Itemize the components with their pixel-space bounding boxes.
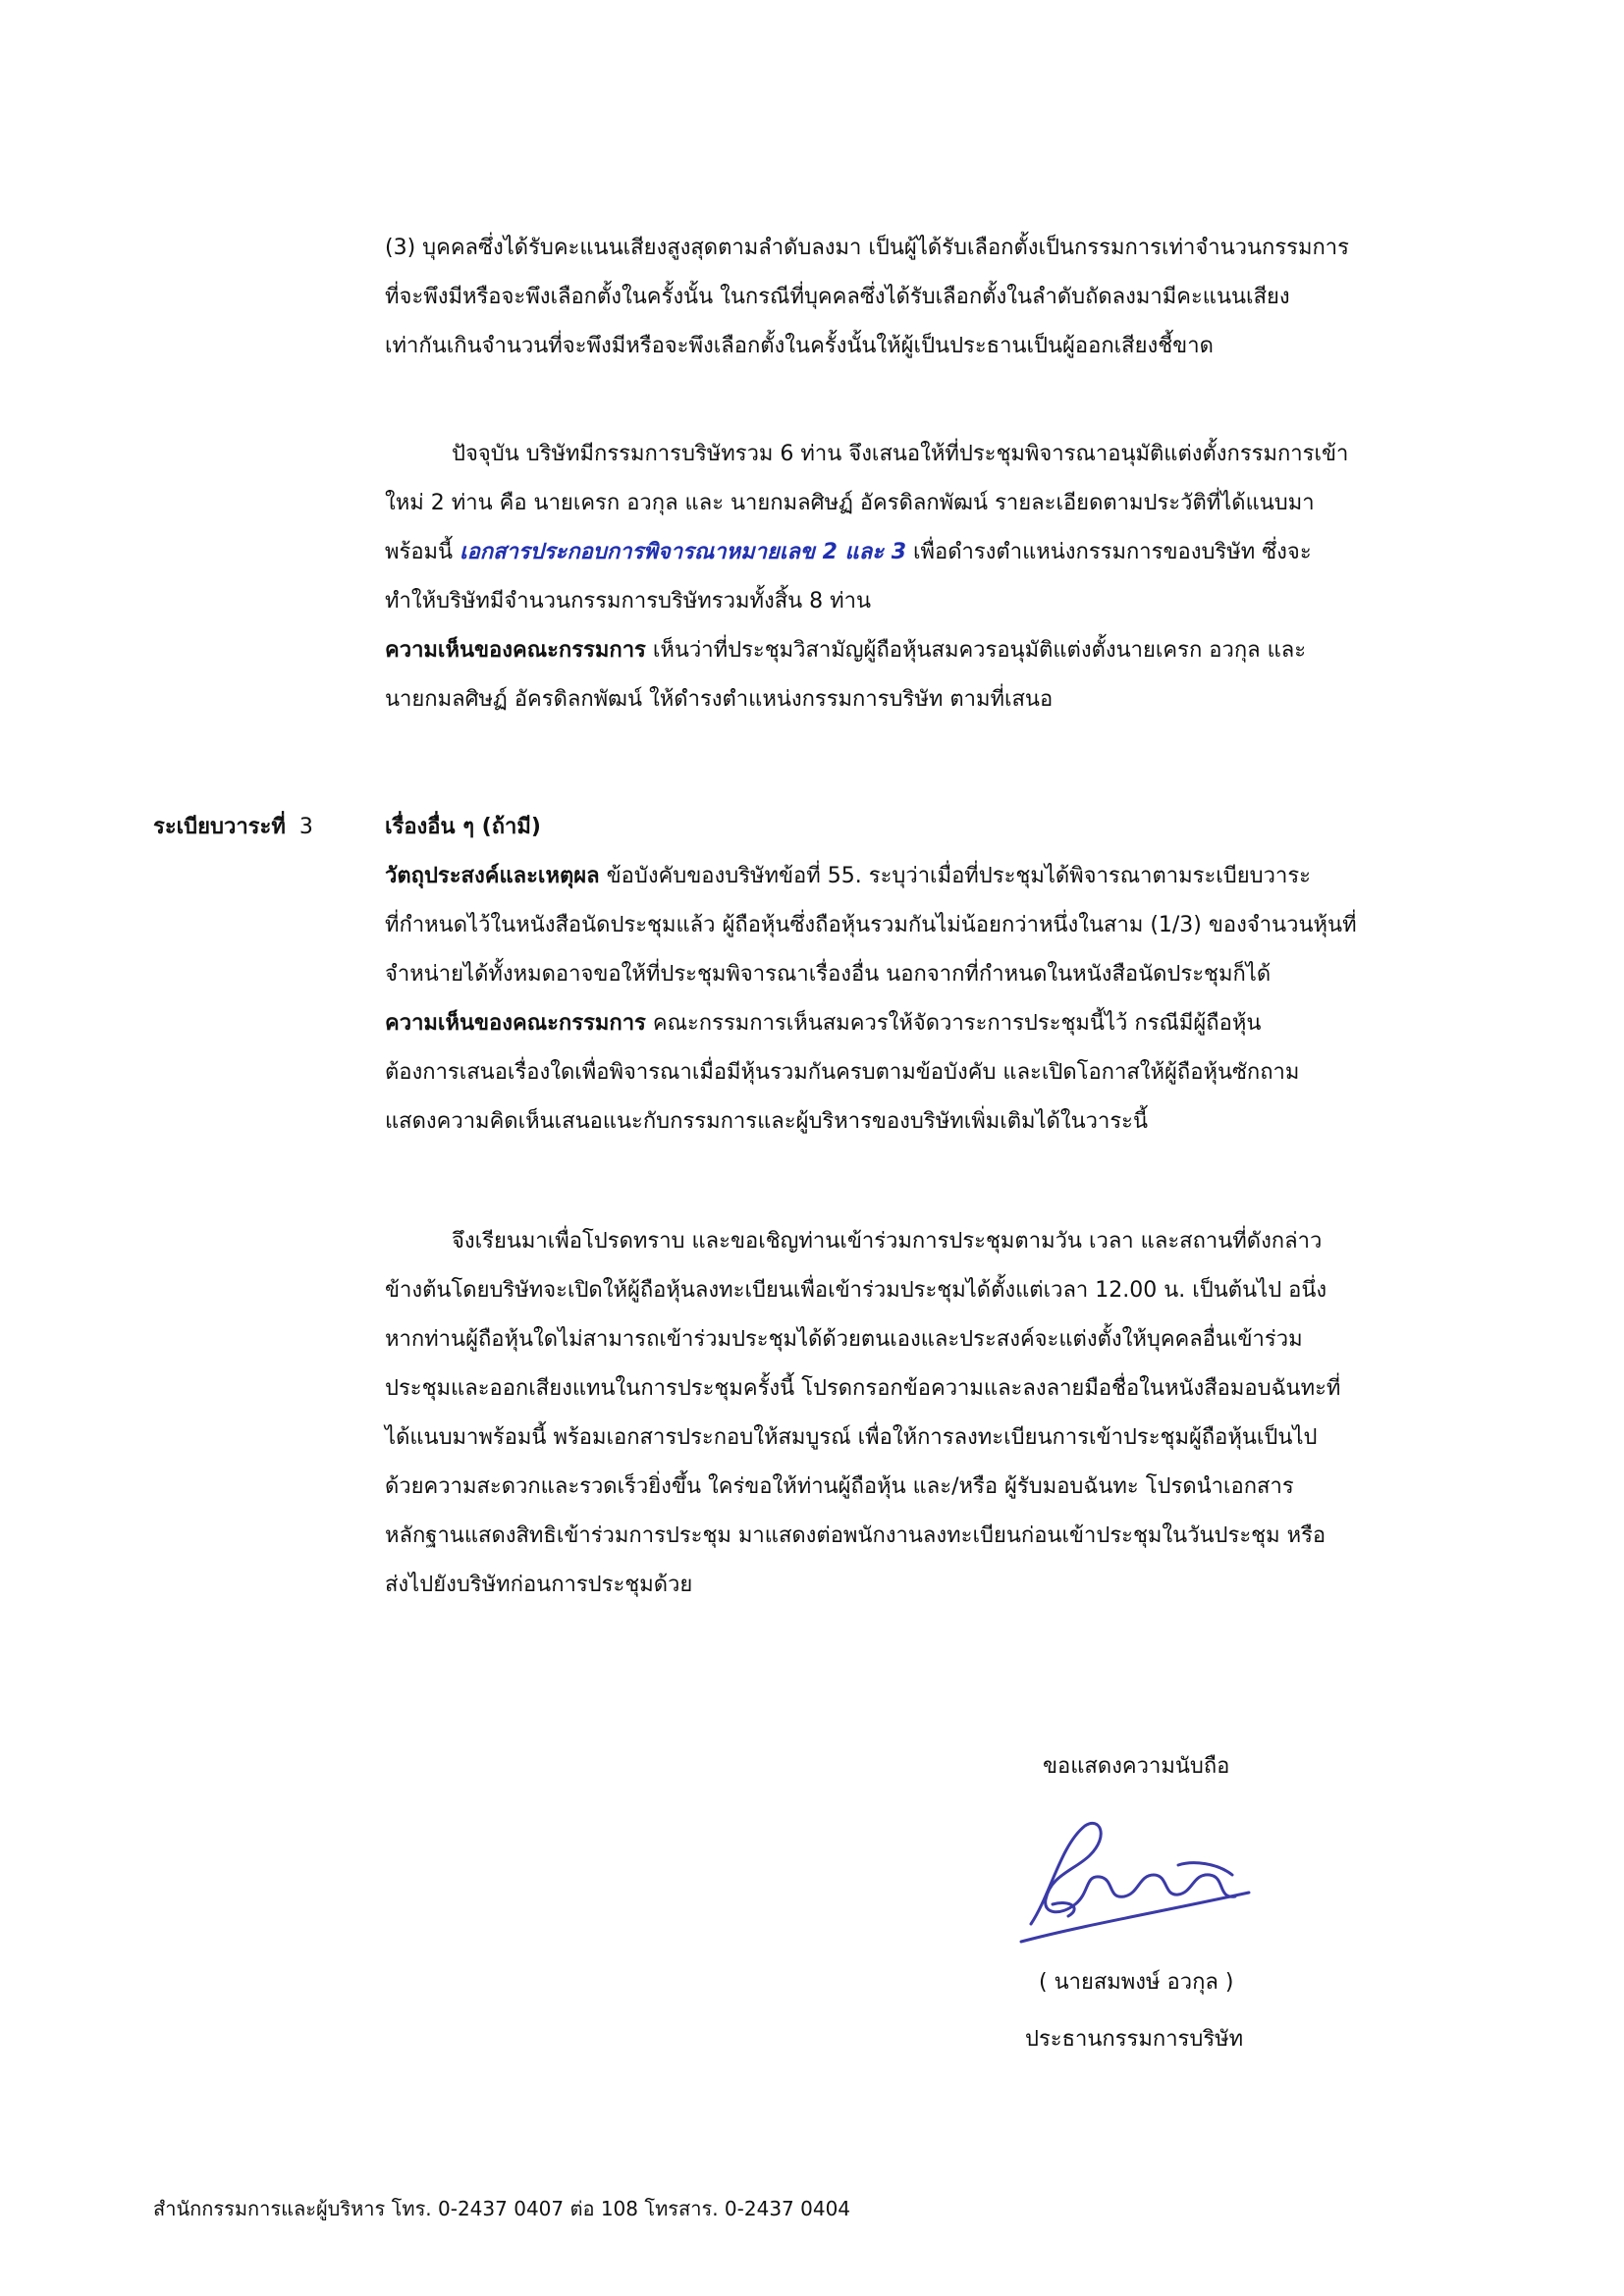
directors-paragraph [385, 430, 1475, 724]
paragraph-line: หากท่านผู้ถือหุ้นใดไม่สามารถเข้าร่วมประชุมได้ด้วยตนเองและประสงค์จะแต่งตั้งให้บุคคลอื่นเข้าร่วม [385, 1327, 1303, 1352]
text-fragment: พร้อมนี้ [385, 540, 460, 564]
objective-label: วัตถุประสงค์และเหตุผล [385, 864, 600, 888]
paragraph-line: จึงเรียนมาเพื่อโปรดทราบ และขอเชิญท่านเข้าร่วมการประชุมตามวัน เวลา และสถานที่ดังกล่าว [452, 1229, 1323, 1254]
paragraph-line: หลักฐานแสดงสิทธิเข้าร่วมการประชุม มาแสดงต่อพนักงานลงทะเบียนก่อนเข้าประชุมในวันประชุม หรือ [385, 1523, 1326, 1548]
text-fragment: เพื่อดำรงตำแหน่งกรรมการของบริษัท ซึ่งจะ [906, 540, 1312, 564]
text-fragment: เห็นว่าที่ประชุมวิสามัญผู้ถือหุ้นสมควรอนุมัติแต่งตั้งนายเครก อวกุล และ [645, 638, 1307, 663]
paragraph-line [385, 528, 1475, 577]
paragraph-line: ที่กำหนดไว้ในหนังสือนัดประชุมแล้ว ผู้ถือหุ้นซึ่งถือหุ้นรวมกันไม่น้อยกว่าหนึ่งในสาม (1/3) ของจำนวนหุ้นที่ [385, 913, 1357, 937]
paragraph-line: ปัจจุบัน บริษัทมีกรรมการบริษัทรวม 6 ท่าน จึงเสนอให้ที่ประชุมพิจารณาอนุมัติแต่งตั้งกรรมการเข้า [452, 442, 1349, 466]
paragraph-line: จำหน่ายได้ทั้งหมดอาจขอให้ที่ประชุมพิจารณาเรื่องอื่น นอกจากที่กำหนดในหนังสือนัดประชุมก็ได้ [385, 962, 1272, 987]
agenda-number: 3 [298, 815, 313, 839]
paragraph-line: นายกมลศิษฏ์ อัครดิลกพัฒน์ ให้ดำรงตำแหน่งกรรมการบริษัท ตามที่เสนอ [385, 687, 1054, 712]
paragraph-line: ทำให้บริษัทมีจำนวนกรรมการบริษัทรวมทั้งสิ้น 8 ท่าน [385, 589, 872, 614]
text-fragment: ข้อบังคับของบริษัทข้อที่ 55. ระบุว่าเมื่อที่ประชุมได้พิจารณาตามระเบียบวาระ [599, 864, 1311, 888]
footer-contact: สำนักกรรมการและผู้บริหาร โทร. 0-2437 0407 ต่อ 108 โทรสาร. 0-2437 0404 [153, 2197, 851, 2220]
invitation-paragraph [385, 1217, 1475, 1610]
board-opinion-label: ความเห็นของคณะกรรมการ [385, 1011, 646, 1036]
agenda3-paragraph [385, 803, 1475, 1147]
paragraph-line: ใหม่ 2 ท่าน คือ นายเครก อวกุล และ นายกมลศิษฏ์ อัครดิลกพัฒน์ รายละเอียดตามประวัติที่ได้แนบมา [385, 491, 1315, 515]
paragraph-line [385, 852, 1475, 901]
paragraph-line: ได้แนบมาพร้อมนี้ พร้อมเอกสารประกอบให้สมบูรณ์ เพื่อให้การลงทะเบียนการเข้าประชุมผู้ถือหุ้นเป็นไป [385, 1425, 1318, 1450]
paragraph-line: ด้วยความสะดวกและรวดเร็วยิ่งขึ้น ใคร่ขอให้ท่านผู้ถือหุ้น และ/หรือ ผู้รับมอบฉันทะ โปรดนำเอกสาร [385, 1474, 1294, 1499]
paragraph-line: เท่ากันเกินจำนวนที่จะพึงมีหรือจะพึงเลือกตั้งในครั้งนั้นให้ผู้เป็นประธานเป็นผู้ออกเสียงชี้ขาด [385, 334, 1214, 358]
paragraph-line: ต้องการเสนอเรื่องใดเพื่อพิจารณาเมื่อมีหุ้นรวมกันครบตามข้อบังคับ และเปิดโอกาสให้ผู้ถือหุ้นซักถาม [385, 1060, 1300, 1085]
signer-name: ( นายสมพงษ์ อวกุล ) [1039, 1970, 1234, 1995]
paragraph-line: ประชุมและออกเสียงแทนในการประชุมครั้งนี้ โปรดกรอกข้อความและลงลายมือชื่อในหนังสือมอบฉันทะที่ [385, 1376, 1341, 1401]
signature-image [992, 1806, 1267, 1953]
paragraph-line [385, 999, 1475, 1048]
attachment-reference: เอกสารประกอบการพิจารณาหมายเลข 2 และ 3 [460, 540, 906, 564]
agenda-title: เรื่องอื่น ๆ (ถ้ามี) [385, 815, 541, 839]
text-fragment: คณะกรรมการเห็นสมควรให้จัดวาระการประชุมนี้ไว้ กรณีมีผู้ถือหุ้น [645, 1011, 1262, 1036]
paragraph-line [385, 626, 1475, 675]
signer-title: ประธานกรรมการบริษัท [1025, 2027, 1244, 2052]
board-opinion-label: ความเห็นของคณะกรรมการ [385, 638, 646, 663]
agenda-label-text: ระเบียบวาระที่ [153, 815, 286, 839]
paragraph-line: (3) บุคคลซึ่งได้รับคะแนนเสียงสูงสุดตามลำดับลงมา เป็นผู้ได้รับเลือกตั้งเป็นกรรมการเท่าจำนวนกรรมการ [385, 236, 1349, 260]
paragraph-line: ที่จะพึงมีหรือจะพึงเลือกตั้งในครั้งนั้น ในกรณีที่บุคคลซึ่งได้รับเลือกตั้งในลำดับถัดลงมามีคะแนนเสียง [385, 285, 1290, 309]
closing-regards: ขอแสดงความนับถือ [1043, 1754, 1230, 1779]
paragraph-line: แสดงความคิดเห็นเสนอแนะกับกรรมการและผู้บริหารของบริษัทเพิ่มเติมได้ในวาระนี้ [385, 1109, 1149, 1134]
agenda-label [153, 803, 313, 852]
election-rule-paragraph [385, 224, 1475, 371]
paragraph-line: ข้างต้นโดยบริษัทจะเปิดให้ผู้ถือหุ้นลงทะเบียนเพื่อเข้าร่วมประชุมได้ตั้งแต่เวลา 12.00 น. เป็นต้นไป อนึ่ง [385, 1278, 1327, 1303]
paragraph-line: ส่งไปยังบริษัทก่อนการประชุมด้วย [385, 1573, 693, 1597]
